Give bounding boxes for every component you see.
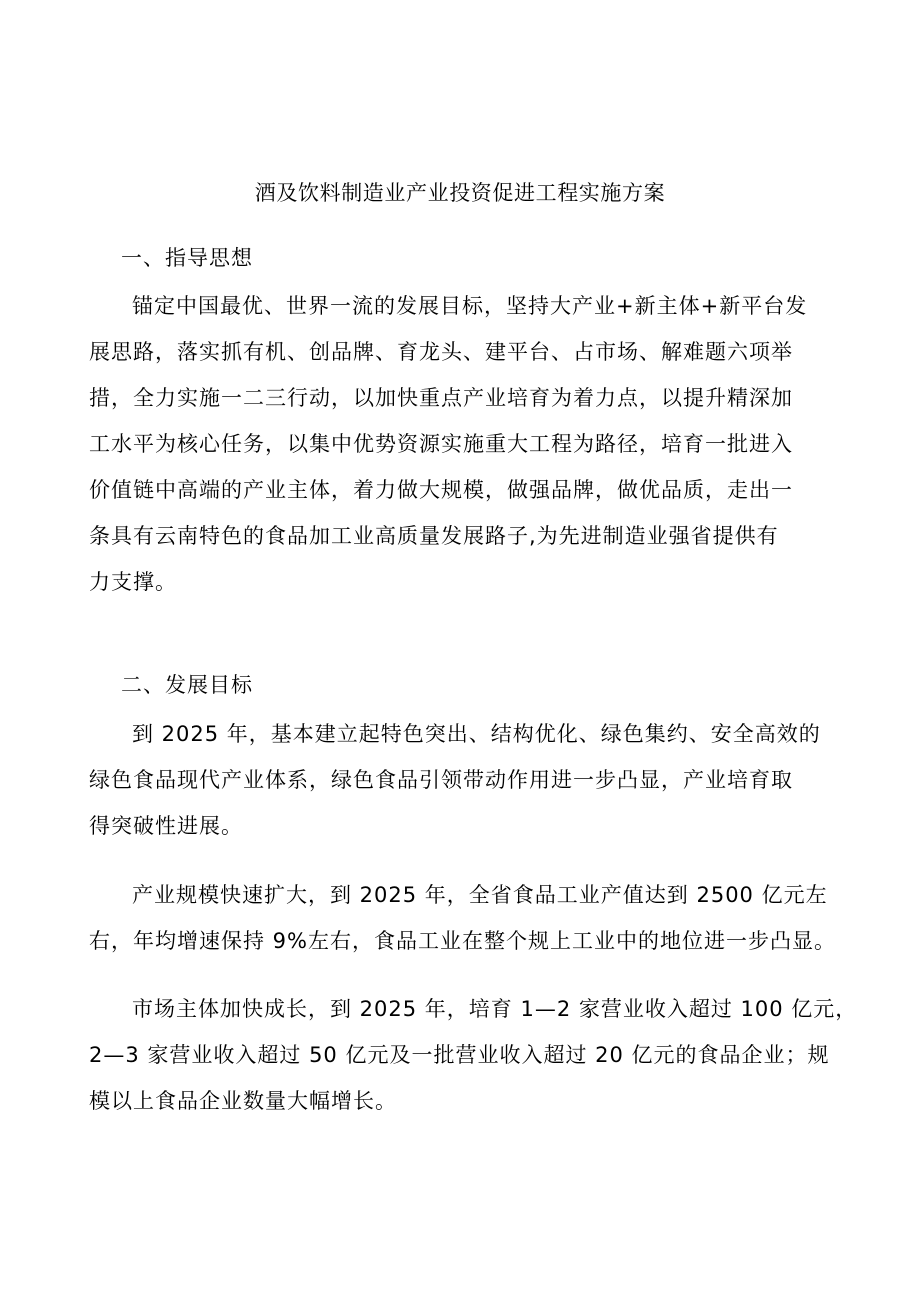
paragraph-line: 力支撑。 (89, 570, 177, 594)
paragraph-line: 到 2025 年，基本建立起特色突出、结构优化、绿色集约、安全高效的 (132, 722, 821, 746)
paragraph-line: 市场主体加快成长，到 2025 年，培育 1—2 家营业收入超过 100 亿元， (132, 997, 858, 1021)
document-title: 酒及饮料制造业产业投资促进工程实施方案 (254, 181, 666, 205)
paragraph-overall-goal (89, 711, 841, 849)
paragraph-industry-scale (89, 872, 841, 964)
section-heading-guiding-ideology: 一、指导思想 (121, 246, 253, 270)
section-heading-development-goals: 二、发展目标 (121, 673, 253, 697)
paragraph-line: 2—3 家营业收入超过 50 亿元及一批营业收入超过 20 亿元的食品企业；规 (89, 1043, 830, 1067)
paragraph-line: 措，全力实施一二三行动，以加快重点产业培育为着力点，以提升精深加 (89, 386, 793, 410)
paragraph-line: 得突破性进展。 (89, 814, 243, 838)
paragraph-line: 展思路，落实抓有机、创品牌、育龙头、建平台、占市场、解难题六项举 (89, 340, 793, 364)
paragraph-line: 锚定中国最优、世界一流的发展目标，坚持大产业+新主体+新平台发 (132, 294, 808, 318)
paragraph-line: 右，年均增速保持 9%左右，食品工业在整个规上工业中的地位进一步凸显。 (89, 929, 836, 953)
paragraph-line: 产业规模快速扩大，到 2025 年，全省食品工业产值达到 2500 亿元左 (132, 883, 828, 907)
paragraph-line: 模以上食品企业数量大幅增长。 (89, 1089, 397, 1113)
paragraph-line: 价值链中高端的产业主体，着力做大规模，做强品牌，做优品质，走出一 (89, 478, 793, 502)
paragraph-line: 绿色食品现代产业体系，绿色食品引领带动作用进一步凸显，产业培育取 (89, 768, 793, 792)
paragraph-guiding-ideology (89, 283, 841, 605)
paragraph-line: 条具有云南特色的食品加工业高质量发展路子,为先进制造业强省提供有 (89, 524, 779, 548)
paragraph-line: 工水平为核心任务，以集中优势资源实施重大工程为路径，培育一批进入 (89, 432, 793, 456)
paragraph-market-entities (89, 986, 858, 1124)
